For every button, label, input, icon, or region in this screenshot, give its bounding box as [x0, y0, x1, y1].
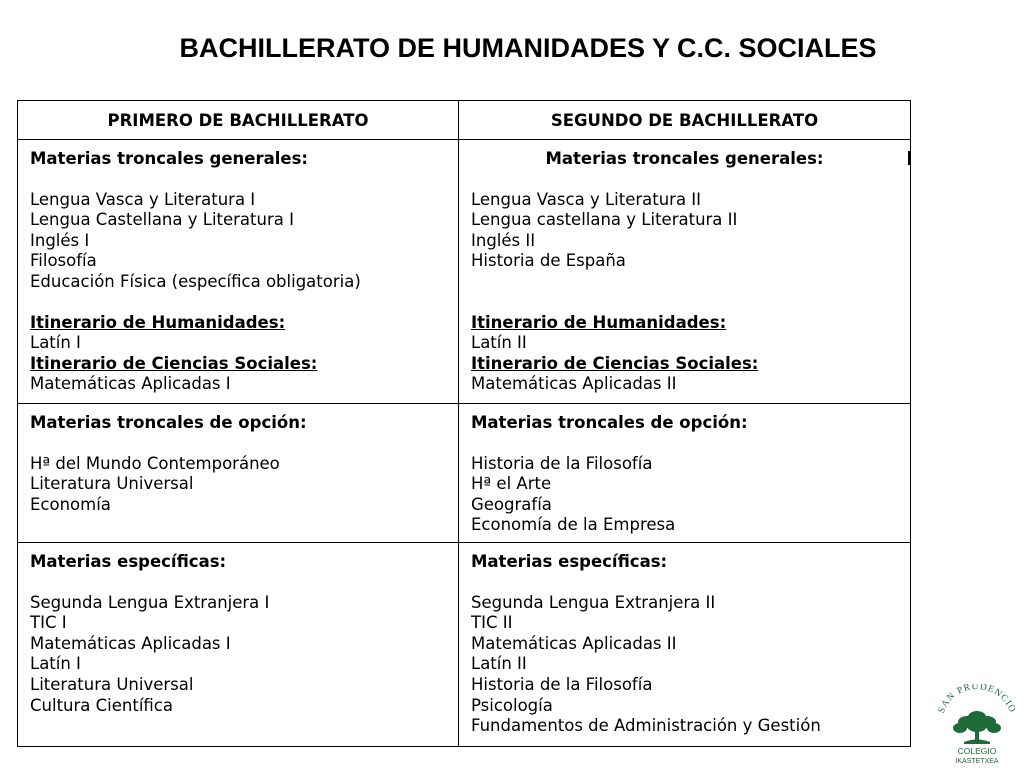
subject-item: Latín II — [471, 333, 527, 353]
subject-item: Hª el Arte — [471, 474, 552, 494]
section-heading: Materias específicas: — [471, 552, 668, 571]
tree-logo-icon — [932, 684, 1022, 766]
cell-segundo-troncales-opcion — [459, 404, 911, 543]
table-header-row — [18, 101, 911, 140]
cell-primero-especificas — [18, 543, 459, 747]
subject-item: Historia de España — [471, 251, 626, 271]
section-heading: Materias troncales de opción: — [30, 413, 307, 432]
section-heading: Materias troncales generales: — [545, 149, 824, 168]
subject-item: Educación Física (específica obligatoria) — [30, 271, 361, 291]
subject-item: Literatura Universal — [30, 474, 194, 494]
subject-item: Inglés I — [30, 230, 90, 250]
section-heading: Materias troncales de opción: — [471, 413, 748, 432]
subject-item: Geografía — [471, 494, 552, 514]
cell-primero-troncales-opcion — [18, 404, 459, 543]
itinerary-heading-sociales: Itinerario de Ciencias Sociales: — [471, 353, 759, 373]
subject-item: Lengua Vasca y Literatura I — [30, 189, 256, 209]
subject-item: Lengua Vasca y Literatura II — [471, 189, 702, 209]
subject-item: Economía de la Empresa — [471, 515, 676, 535]
cell-primero-troncales-generales — [18, 140, 459, 404]
cell-segundo-troncales-generales — [459, 140, 911, 404]
table-row-especificas — [18, 543, 911, 747]
subject-item: Latín II — [471, 654, 527, 674]
subject-item: Latín I — [30, 654, 81, 674]
section-heading: Materias troncales generales: — [30, 149, 309, 168]
subject-item: Lengua castellana y Literatura II — [471, 210, 738, 230]
subject-item: Literatura Universal — [30, 674, 194, 694]
table-row-troncales-opcion — [18, 404, 911, 543]
subject-item: Psicología — [471, 695, 553, 715]
subject-item: Historia de la Filosofía — [471, 674, 653, 694]
subject-item: Matemáticas Aplicadas I — [30, 374, 231, 394]
subject-item: Fundamentos de Administración y Gestión — [471, 716, 821, 736]
logo-arc-text: SAN PRUDENCIO — [936, 684, 1018, 715]
stray-mark — [908, 151, 911, 165]
cell-segundo-especificas — [459, 543, 911, 747]
logo-line1: COLEGIO — [957, 746, 997, 756]
subject-item: Matemáticas Aplicadas II — [471, 374, 677, 394]
logo-line2: IKASTETXEA — [955, 758, 999, 765]
subject-item: Filosofía — [30, 251, 97, 271]
section-heading: Materias específicas: — [30, 552, 227, 571]
subject-item: Cultura Científica — [30, 695, 173, 715]
subject-item: Matemáticas Aplicadas I — [30, 633, 231, 653]
subject-item: Segunda Lengua Extranjera I — [30, 592, 270, 612]
column-header-primero: PRIMERO DE BACHILLERATO — [18, 101, 459, 140]
subject-item: Segunda Lengua Extranjera II — [471, 592, 716, 612]
subject-item: TIC II — [471, 613, 513, 633]
itinerary-heading-humanidades: Itinerario de Humanidades: — [471, 312, 727, 332]
subject-item: Matemáticas Aplicadas II — [471, 633, 677, 653]
school-logo — [932, 684, 1022, 766]
subject-item: Economía — [30, 494, 111, 514]
subject-item: Historia de la Filosofía — [471, 453, 653, 473]
subject-item: TIC I — [30, 613, 67, 633]
subject-item: Inglés II — [471, 230, 536, 250]
itinerary-heading-humanidades: Itinerario de Humanidades: — [30, 312, 286, 332]
subject-item: Hª del Mundo Contemporáneo — [30, 453, 280, 473]
table-row-troncales-generales — [18, 140, 911, 404]
subject-item: Lengua Castellana y Literatura I — [30, 210, 294, 230]
column-header-segundo: SEGUNDO DE BACHILLERATO — [459, 101, 911, 140]
page-title: BACHILLERATO DE HUMANIDADES Y C.C. SOCIALES — [179, 33, 877, 63]
svg-text:SAN PRUDENCIO — [937, 684, 1017, 715]
itinerary-heading-sociales: Itinerario de Ciencias Sociales: — [30, 353, 318, 373]
curriculum-table — [17, 100, 911, 747]
subject-item: Latín I — [30, 333, 81, 353]
